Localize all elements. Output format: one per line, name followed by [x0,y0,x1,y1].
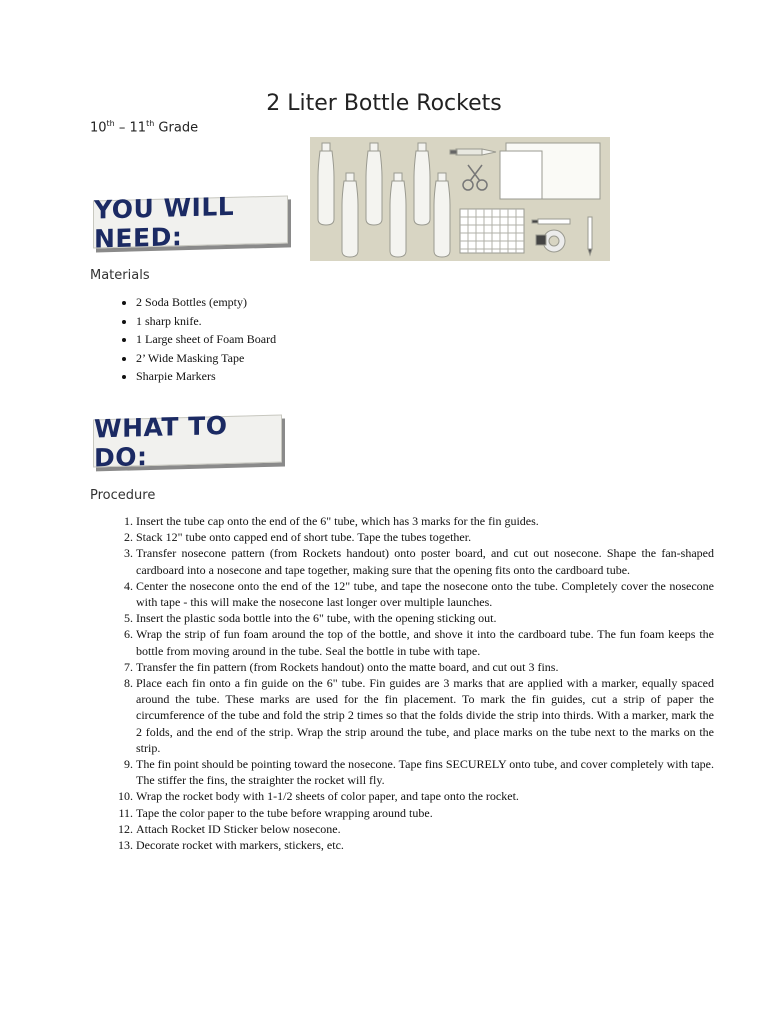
list-item: 10. Wrap the rocket body with 1-1/2 sheets of color paper, and tape onto the rocket. [136,788,714,804]
grade-end-suffix: th [146,119,155,128]
pencil-icon [588,217,592,255]
list-item: 1. Insert the tube cap onto the end of the 6" tube, which has 3 marks for the fin guides. [136,513,714,529]
supplies-image [310,137,610,261]
bottle-icon [366,143,382,225]
list-item: • 1 Large sheet of Foam Board [136,330,276,349]
list-item: • 2’ Wide Masking Tape [136,349,276,368]
foam-board-sheet [500,151,542,199]
tape-roll-icon [536,230,565,252]
list-item: 12. Attach Rocket ID Sticker below nosecone. [136,821,714,837]
supplies-illustration [310,137,610,261]
bottle-icon [434,173,450,257]
list-item: 2. Stack 12" tube onto capped end of short tube. Tape the tubes together. [136,529,714,545]
procedure-heading: Procedure [90,488,156,503]
list-item: 4. Center the nosecone onto the end of the 12" tube, and tape the nosecone onto the tube. Completely cover the nosecone with tape - this will make the nosecone last longer over multiple launches. [136,578,714,610]
list-item: 13. Decorate rocket with markers, stickers, etc. [136,837,714,853]
bottle-icon [342,173,358,257]
list-item: 8. Place each fin onto a fin guide on the 6" tube. Fin guides are 3 marks that are applied with a marker, equally spaced around the tube. These marks are used for the fin placement. To mark the fin guides, cut a strip of paper the circumference of the tube and fold the strip 2 times so that the folds divide the strip into thirds. With a marker, mark the 2 folds, and the end of the strip. Wrap the strip around the tube, and place marks on the tube next to the marks on the strip. [136,675,714,756]
grade-start: 10 [90,120,107,136]
materials-heading: Materials [90,268,150,283]
list-item: • 1 sharp knife. [136,312,276,331]
list-item: 9. The fin point should be pointing toward the nosecone. Tape fins SECURELY onto tube, and cover completely with tape. The stiffer the fins, the straighter the rocket will fly. [136,756,714,788]
list-item: 6. Wrap the strip of fun foam around the top of the bottle, and shove it into the cardboard tube. The fun foam keeps the bottle from moving around in the tube. Seal the bottle in tube with tape. [136,626,714,658]
grade-end: 11 [129,120,147,136]
scissors-icon [463,165,487,190]
marker-icon [532,219,570,224]
list-item: • 2 Soda Bottles (empty) [136,293,276,312]
list-item: 3. Transfer nosecone pattern (from Rockets handout) onto poster board, and cut out nosecone. Shape the fan-shaped cardboard into a nosecone and tape together, making sure that the opening fits onto the cardboard tube. [136,545,714,577]
grade-suffix: Grade [154,120,199,136]
list-item: 5. Insert the plastic soda bottle into the 6" tube, with the opening sticking out. [136,610,714,626]
knife-icon [450,149,496,155]
materials-list [100,293,276,386]
bottle-icon [414,143,430,225]
bottle-icon [318,143,334,225]
procedure-list [98,513,714,853]
grade-separator: – [114,120,130,136]
grade-level [90,119,198,135]
what-to-do-banner: WHAT TO DO: [93,415,282,468]
grade-start-suffix: th [106,119,115,128]
list-item: 11. Tape the color paper to the tube before wrapping around tube. [136,805,714,821]
list-item: 7. Transfer the fin pattern (from Rockets handout) onto the matte board, and cut out 3 fins. [136,659,714,675]
bottle-icon [390,173,406,257]
you-will-need-banner: YOU WILL NEED: [93,195,288,248]
grid-sheet-icon [460,209,524,253]
page-title: 2 Liter Bottle Rockets [266,91,502,116]
list-item: • Sharpie Markers [136,367,276,386]
